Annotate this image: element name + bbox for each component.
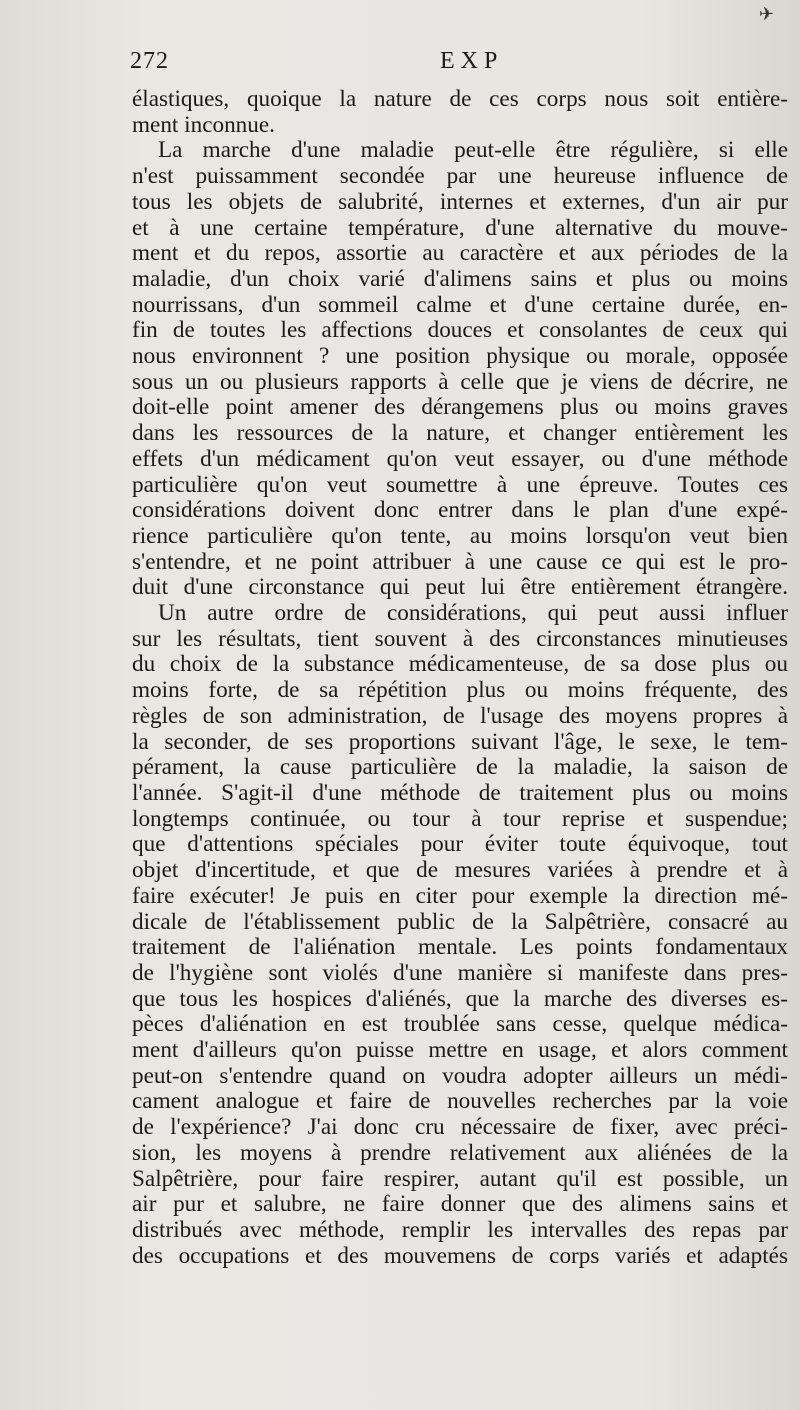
text-line: nous environnent ? une position physique ou morale, opposée: [132, 344, 788, 370]
text-line: traitement de l'aliénation mentale. Les points fondamentaux: [132, 935, 788, 961]
text-line: du choix de la substance médicamenteuse, de sa dose plus ou: [132, 652, 788, 678]
text-line: s'entendre, et ne point attribuer à une cause ce qui est le pro-: [132, 549, 788, 575]
text-line: tous les objets de salubrité, internes et externes, d'un air pur: [132, 189, 788, 215]
running-head: [130, 48, 790, 84]
text-line: doit-elle point amener des dérangemens plus ou moins graves: [132, 395, 788, 421]
text-line: des occupations et des mouvemens de corps variés et adaptés: [132, 1243, 788, 1269]
running-head-title: EXP: [440, 48, 504, 74]
text-line: pèces d'aliénation en est troublée sans cesse, quelque médica-: [132, 1012, 788, 1038]
text-line: ment d'ailleurs qu'on puisse mettre en usage, et alors comment: [132, 1038, 788, 1064]
text-line: sion, les moyens à prendre relativement aux aliénées de la: [132, 1140, 788, 1166]
paragraph-1: [132, 87, 788, 138]
text-line: dicale de l'établissement public de la Salpêtrière, consacré au: [132, 909, 788, 935]
text-line: peut-on s'entendre quand on voudra adopter ailleurs un médi-: [132, 1063, 788, 1089]
text-line: particulière qu'on veut soumettre à une épreuve. Toutes ces: [132, 472, 788, 498]
text-line: effets d'un médicament qu'on veut essayer, ou d'une méthode: [132, 446, 788, 472]
text-line: rience particulière qu'on tente, au moins lorsqu'on veut bien: [132, 523, 788, 549]
text-line: duit d'une circonstance qui peut lui être entièrement étrangère.: [132, 575, 788, 601]
body-text: [132, 87, 788, 1269]
text-line: Un autre ordre de considérations, qui peut aussi influer: [158, 601, 788, 627]
text-line: l'année. S'agit-il d'une méthode de traitement plus ou moins: [132, 780, 788, 806]
text-line: que d'attentions spéciales pour éviter toute équivoque, tout: [132, 832, 788, 858]
text-line: élastiques, quoique la nature de ces corps nous soit entière-: [132, 87, 788, 112]
paragraph-2: [132, 138, 788, 601]
paragraph-3: [132, 601, 788, 1269]
text-line: n'est puissamment secondée par une heureuse influence de: [132, 164, 788, 190]
text-line: ment et du repos, assortie au caractère et aux périodes de la: [132, 241, 788, 267]
text-line: de l'expérience? J'ai donc cru nécessaire de fixer, avec préci-: [132, 1115, 788, 1141]
text-line: Salpêtrière, pour faire respirer, autant qu'il est possible, un: [132, 1166, 788, 1192]
page-number: 272: [130, 48, 169, 74]
text-line: objet d'incertitude, et que de mesures variées à prendre et à: [132, 858, 788, 884]
text-line: règles de son administration, de l'usage des moyens propres à: [132, 703, 788, 729]
text-line: La marche d'une maladie peut-elle être régulière, si elle: [158, 138, 788, 164]
text-line: sous un ou plusieurs rapports à celle que je viens de décrire, ne: [132, 369, 788, 395]
text-line: moins forte, de sa répétition plus ou moins fréquente, des: [132, 678, 788, 704]
text-line: ment inconnue.: [132, 112, 275, 138]
text-line: distribués avec méthode, remplir les intervalles des repas par: [132, 1217, 788, 1243]
text-line: air pur et salubre, ne faire donner que des alimens sains et: [132, 1192, 788, 1218]
text-line: nourrissans, d'un sommeil calme et d'une certaine durée, en-: [132, 292, 788, 318]
text-line: pérament, la cause particulière de la maladie, la saison de: [132, 755, 788, 781]
text-line: faire exécuter! Je puis en citer pour exemple la direction mé-: [132, 883, 788, 909]
text-line: la seconder, de ses proportions suivant l'âge, le sexe, le tem-: [132, 729, 788, 755]
text-line: que tous les hospices d'aliénés, que la marche des diverses es-: [132, 986, 788, 1012]
text-line: et à une certaine température, d'une alternative du mouve-: [132, 215, 788, 241]
text-line: cament analogue et faire de nouvelles recherches par la voie: [132, 1089, 788, 1115]
text-line: dans les ressources de la nature, et changer entièrement les: [132, 421, 788, 447]
text-line: sur les résultats, tient souvent à des circonstances minutieuses: [132, 626, 788, 652]
text-line: de l'hygiène sont violés d'une manière si manifeste dans pres-: [132, 960, 788, 986]
text-line: fin de toutes les affections douces et consolantes de ceux qui: [132, 318, 788, 344]
corner-mark: ✈: [758, 4, 774, 25]
text-line: considérations doivent donc entrer dans le plan d'une expé-: [132, 498, 788, 524]
text-line: maladie, d'un choix varié d'alimens sains et plus ou moins: [132, 266, 788, 292]
text-line: longtemps continuée, ou tour à tour reprise et suspendue;: [132, 806, 788, 832]
